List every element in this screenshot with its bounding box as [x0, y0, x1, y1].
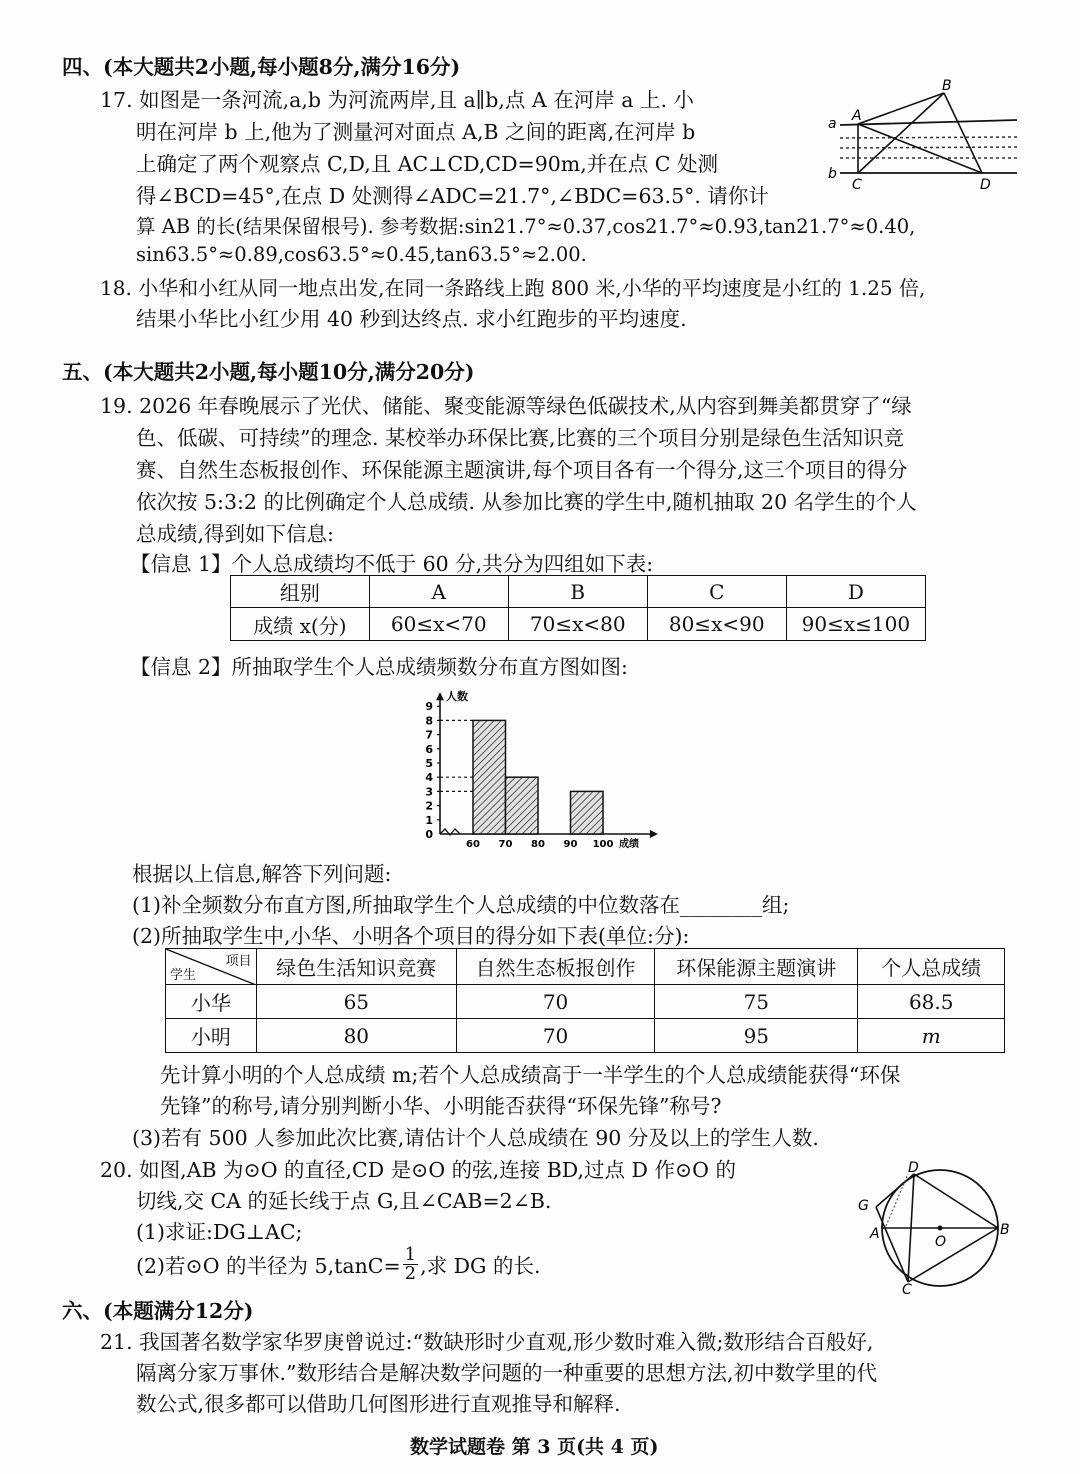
river-label-B: B: [942, 78, 952, 94]
q17-line-3: 上确定了两个观察点 C,D,且 AC⊥CD,CD=90m,并在点 C 处测: [136, 152, 718, 176]
q21-line-2: 隔离分家万事休.”数形结合是解决数学问题的一种重要的思想方法,初中数学里的代: [136, 1361, 878, 1385]
q19-line-2: 色、低碳、可持续”的理念. 某校举办环保比赛,比赛的三个项目分别是绿色生活知识竞: [136, 426, 905, 450]
group-table: [230, 575, 926, 641]
score-table-cell: 75: [655, 985, 858, 1019]
q17-line-4: 得∠BCD=45°,在点 D 处测得∠ADC=21.7°,∠BDC=63.5°. 请你计: [136, 184, 769, 208]
y-tick-label: 4: [425, 771, 433, 785]
q17-line-2: 明在河岸 b 上,他为了测量河对面点 A,B 之间的距离,在河岸 b: [136, 120, 696, 144]
group-table-cell: 80≤x<90: [647, 608, 786, 641]
river-label-C: C: [852, 177, 862, 193]
circle-label-G: G: [858, 1198, 869, 1214]
histogram-bar: [506, 777, 539, 834]
y-tick-label: 7: [425, 728, 433, 742]
y-tick-label: 9: [425, 700, 433, 714]
info-1: 【信息 1】个人总成绩均不低于 60 分,共分为四组如下表:: [130, 552, 654, 576]
q19-line-5: 总成绩,得到如下信息:: [136, 522, 334, 546]
group-table-cell: D: [786, 576, 925, 608]
score-table: [165, 948, 1005, 1053]
corner-label-student: 学生: [170, 968, 197, 983]
circle-label-B: B: [1000, 1222, 1010, 1238]
y-tick-label: 2: [425, 799, 433, 813]
x-tick-label: 90: [563, 839, 578, 850]
x-axis-label: 成绩: [619, 839, 639, 850]
section-4-header: 四、(本大题共2小题,每小题8分,满分16分): [62, 55, 461, 79]
score-table-cell: 70: [456, 1019, 654, 1053]
histogram-bar: [571, 791, 604, 834]
river-label-A: A: [852, 108, 862, 124]
fraction-numerator: 1: [404, 1243, 417, 1265]
score-table-header: 环保能源主题演讲: [655, 949, 858, 985]
q19-tail-line-1: 先计算小明的个人总成绩 m;若个人总成绩高于一半学生的个人总成绩能获得“环保: [160, 1063, 901, 1087]
score-table-cell: 95: [655, 1019, 858, 1053]
q19-prompt: 根据以上信息,解答下列问题:: [132, 862, 392, 886]
y-axis-arrow: [436, 692, 444, 700]
q20-part-2: [136, 1242, 540, 1286]
score-table-header: 绿色生活知识竞赛: [256, 949, 456, 985]
score-table-cell: 小明: [166, 1019, 257, 1053]
score-table-cell: 80: [256, 1019, 456, 1053]
river-label-b: b: [828, 166, 837, 182]
circle-label-O: O: [935, 1234, 947, 1250]
group-table-cell: A: [369, 576, 508, 608]
group-table-cell: 成绩 x(分): [231, 608, 370, 641]
x-tick-label: 60: [466, 839, 480, 850]
score-table-corner: [166, 949, 257, 985]
q19-line-4: 依次按 5:3:2 的比例确定个人总成绩. 从参加比赛的学生中,随机抽取 20 名学生的个人: [136, 490, 917, 514]
q19-tail-line-2: 先锋”的称号,请分别判断小华、小明能否获得“环保先锋”称号?: [160, 1094, 722, 1118]
q20-part-2-tail: ,求 DG 的长.: [420, 1254, 541, 1278]
score-table-cell: 小华: [166, 985, 257, 1019]
page-footer: 数学试题卷 第 3 页(共 4 页): [410, 1436, 659, 1458]
fraction: [403, 1243, 418, 1284]
q20-part-2-text: (2)若⊙O 的半径为 5,tanC=: [136, 1254, 401, 1278]
y-tick-label: 6: [425, 742, 433, 756]
q19-line-1: 19. 2026 年春晚展示了光伏、储能、聚变能源等绿色低碳技术,从内容到舞美都贯穿了“绿: [100, 394, 912, 418]
score-table-cell: 68.5: [858, 985, 1005, 1019]
x-tick-label: 80: [531, 839, 545, 850]
score-table-header: 个人总成绩: [858, 949, 1005, 985]
group-table-cell: 组别: [231, 576, 370, 608]
group-table-cell: 90≤x≤100: [786, 608, 925, 641]
river-label-D: D: [980, 177, 991, 193]
y-tick-label: 5: [425, 757, 433, 770]
q17-line-6: sin63.5°≈0.89,cos63.5°≈0.45,tan63.5°≈2.00.: [136, 243, 587, 266]
river-figure: [822, 78, 1022, 193]
score-table-cell: 70: [456, 985, 654, 1019]
group-table-cell: 70≤x<80: [508, 608, 647, 641]
group-table-cell: C: [647, 576, 786, 608]
histogram-bar: [473, 720, 506, 834]
q18-line-1: 18. 小华和小红从同一地点出发,在同一条路线上跑 800 米,小华的平均速度是小红的 1.25 倍,: [100, 276, 926, 300]
y-tick-label: 3: [425, 785, 433, 799]
corner-label-project: 项目: [225, 954, 252, 969]
group-table-cell: B: [508, 576, 647, 608]
circle-label-C: C: [902, 1282, 912, 1295]
y-tick-label: 1: [425, 813, 433, 827]
q19-part-2: (2)所抽取学生中,小华、小明各个项目的得分如下表(单位:分):: [132, 924, 690, 948]
q20-line-2: 切线,交 CA 的延长线于点 G,且∠CAB=2∠B.: [136, 1189, 552, 1213]
q19-part-3: (3)若有 500 人参加此次比赛,请估计个人总成绩在 90 分及以上的学生人数.: [132, 1126, 819, 1150]
q19-line-3: 赛、自然生态板报创作、环保能源主题演讲,每个项目各有一个得分,这三个项目的得分: [136, 458, 908, 482]
x-tick-label: 100: [592, 839, 614, 850]
score-table-cell: 65: [256, 985, 456, 1019]
q21-line-3: 数公式,很多都可以借助几何图形进行直观推导和解释.: [136, 1392, 621, 1416]
section-5-header: 五、(本大题共2小题,每小题10分,满分20分): [62, 360, 475, 384]
river-label-a: a: [828, 116, 837, 132]
circle-figure: [852, 1160, 1017, 1295]
fraction-denominator: 2: [404, 1262, 417, 1284]
q20-line-1: 20. 如图,AB 为⊙O 的直径,CD 是⊙O 的弦,连接 BD,过点 D 作⊙O 的: [100, 1158, 736, 1182]
q20-part-1: (1)求证:DG⊥AC;: [136, 1220, 303, 1244]
info-2: 【信息 2】所抽取学生个人总成绩频数分布直方图如图:: [130, 655, 628, 679]
circle-label-A: A: [870, 1226, 880, 1242]
circle-label-D: D: [908, 1160, 919, 1176]
q19-part-1: (1)补全频数分布直方图,所抽取学生个人总成绩的中位数落在________组;: [132, 893, 790, 917]
q21-line-1: 21. 我国著名数学家华罗庚曾说过:“数缺形时少直观,形少数时难入微;数形结合百般好,: [100, 1330, 874, 1354]
group-table-cell: 60≤x<70: [369, 608, 508, 641]
q18-line-2: 结果小华比小红少用 40 秒到达终点. 求小红跑步的平均速度.: [136, 307, 687, 331]
section-6-header: 六、(本题满分12分): [62, 1299, 254, 1323]
score-table-cell: m: [858, 1019, 1005, 1053]
q17-line-1: 17. 如图是一条河流,a,b 为河流两岸,且 a∥b,点 A 在河岸 a 上. 小: [100, 88, 694, 112]
q17-line-5: 算 AB 的长(结果保留根号). 参考数据:sin21.7°≈0.37,cos21.7°≈0.93,tan21.7°≈0.40,: [136, 215, 916, 238]
y-axis-label: 人数: [446, 690, 468, 704]
x-tick-label: 70: [498, 839, 513, 850]
histogram-chart: [418, 676, 668, 854]
y-tick-label: 0: [425, 828, 433, 841]
score-table-header: 自然生态板报创作: [456, 949, 654, 985]
x-axis-arrow: [650, 830, 658, 838]
y-tick-label: 8: [425, 714, 433, 728]
